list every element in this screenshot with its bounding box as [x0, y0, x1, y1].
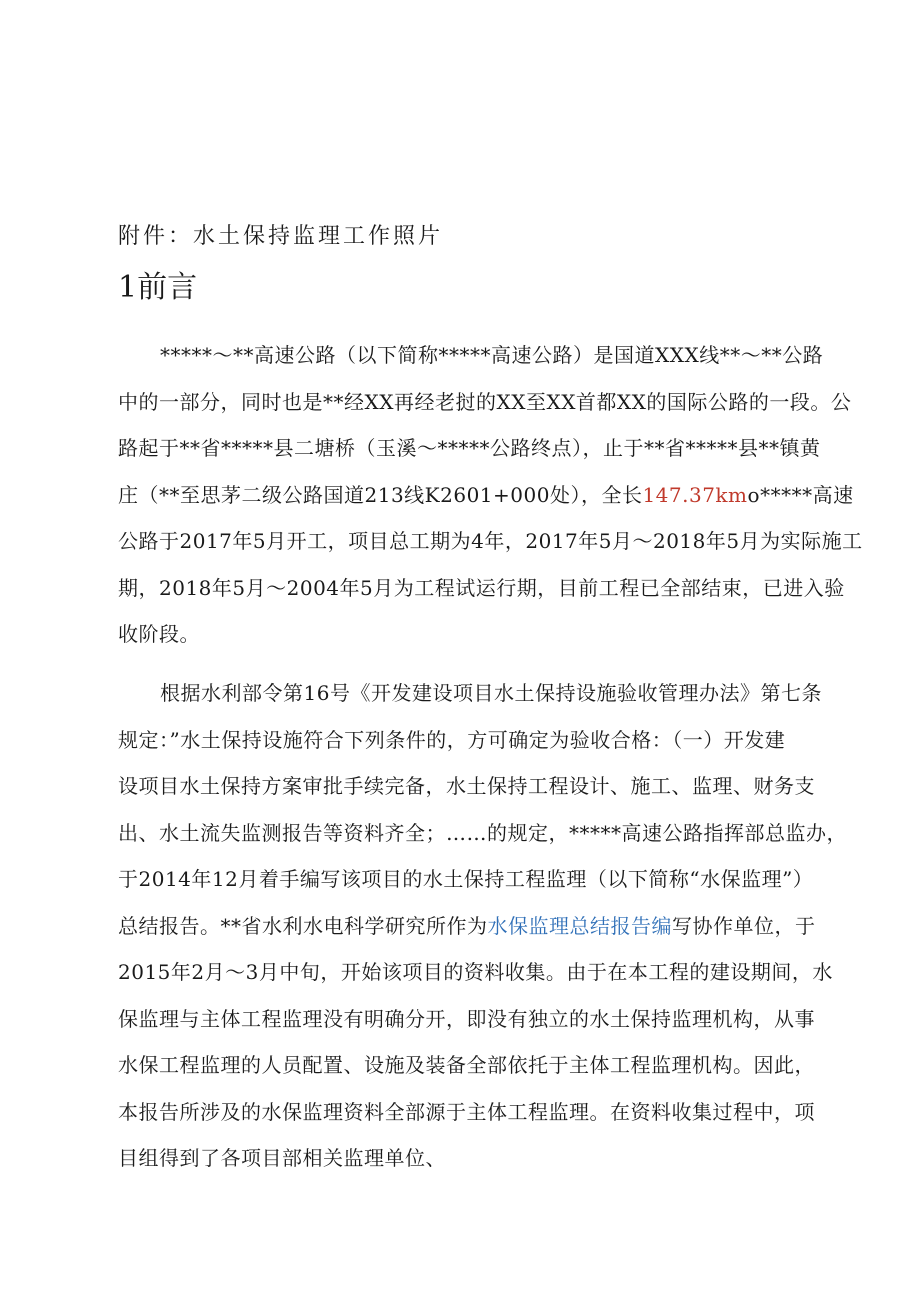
paragraph-2-line-8: 保监理与主体工程监理没有明确分开，即没有独立的水土保持监理机构，从事	[118, 1006, 815, 1031]
paragraph-2-line-2: 规定：”水土保持设施符合下列条件的，方可确定为验收合格：（一）开发建	[118, 727, 786, 752]
paragraph-1-line-7: 收阶段。	[118, 622, 200, 646]
paragraph-1-line-3: 路起于**省*****县二塘桥（玉溪～*****公路终点），止于**省*****县**镇黄	[118, 436, 821, 460]
paragraph-1-line-6: 期，2018年5月～2004年5月为工程试运行期，目前工程已全部结束，已进入验	[118, 575, 845, 600]
paragraph-1-line-4	[118, 472, 854, 519]
total-length-value: 147.37km	[642, 482, 748, 507]
paragraph-1	[118, 332, 863, 658]
paragraph-2-line-5: 于2014年12月着手编写该项目的水土保持工程监理（以下简称“水保监理”）	[118, 867, 814, 891]
paragraph-1-line-5: 公路于2017年5月开工，项目总工期为4年，2017年5月～2018年5月为实际施工	[118, 529, 863, 553]
attachment-label: 附件：水土保持监理工作照片	[118, 224, 444, 249]
line-6-text-before: 总结报告。**省水利水电科学研究所作为	[118, 913, 488, 938]
paragraph-2-line-7: 2015年2月～3月中旬，开始该项目的资料收集。由于在本工程的建设期间，水	[118, 960, 833, 984]
paragraph-2-line-6	[118, 903, 816, 950]
paragraph-1-line-2: 中的一部分，同时也是**经XX再经老挝的XX至XX首都XX的国际公路的一段。公	[118, 389, 852, 414]
report-link-text[interactable]: 水保监理总结报告编	[487, 913, 672, 938]
paragraph-2-line-9: 水保工程监理的人员配置、设施及装备全部依托于主体工程监理机构。因此，	[118, 1053, 815, 1077]
paragraph-2	[118, 670, 847, 1182]
paragraph-2-line-1: 根据水利部令第16号《开发建设项目水土保持设施验收管理办法》第七条	[160, 681, 822, 705]
line-6-text-after: 写协作单位，于	[672, 913, 816, 938]
line-4-text-before: 庄（**至思茅二级公路国道213线K2601+000处），全长	[118, 482, 643, 507]
paragraph-2-line-11: 目组得到了各项目部相关监理单位、	[118, 1146, 446, 1170]
paragraph-2-line-4: 出、水土流失监测报告等资料齐全；……的规定，*****高速公路指挥部总监办，	[118, 820, 847, 845]
paragraph-1-line-1: *****～**高速公路（以下简称*****高速公路）是国道XXX线**～**公路	[160, 343, 824, 367]
paragraph-2-line-3: 设项目水土保持方案审批手续完备，水土保持工程设计、施工、监理、财务支	[118, 774, 815, 798]
section-heading: 1前言	[118, 270, 198, 305]
line-4-text-after: o*****高速	[747, 482, 854, 507]
paragraph-2-line-10: 本报告所涉及的水保监理资料全部源于主体工程监理。在资料收集过程中，项	[118, 1099, 815, 1124]
